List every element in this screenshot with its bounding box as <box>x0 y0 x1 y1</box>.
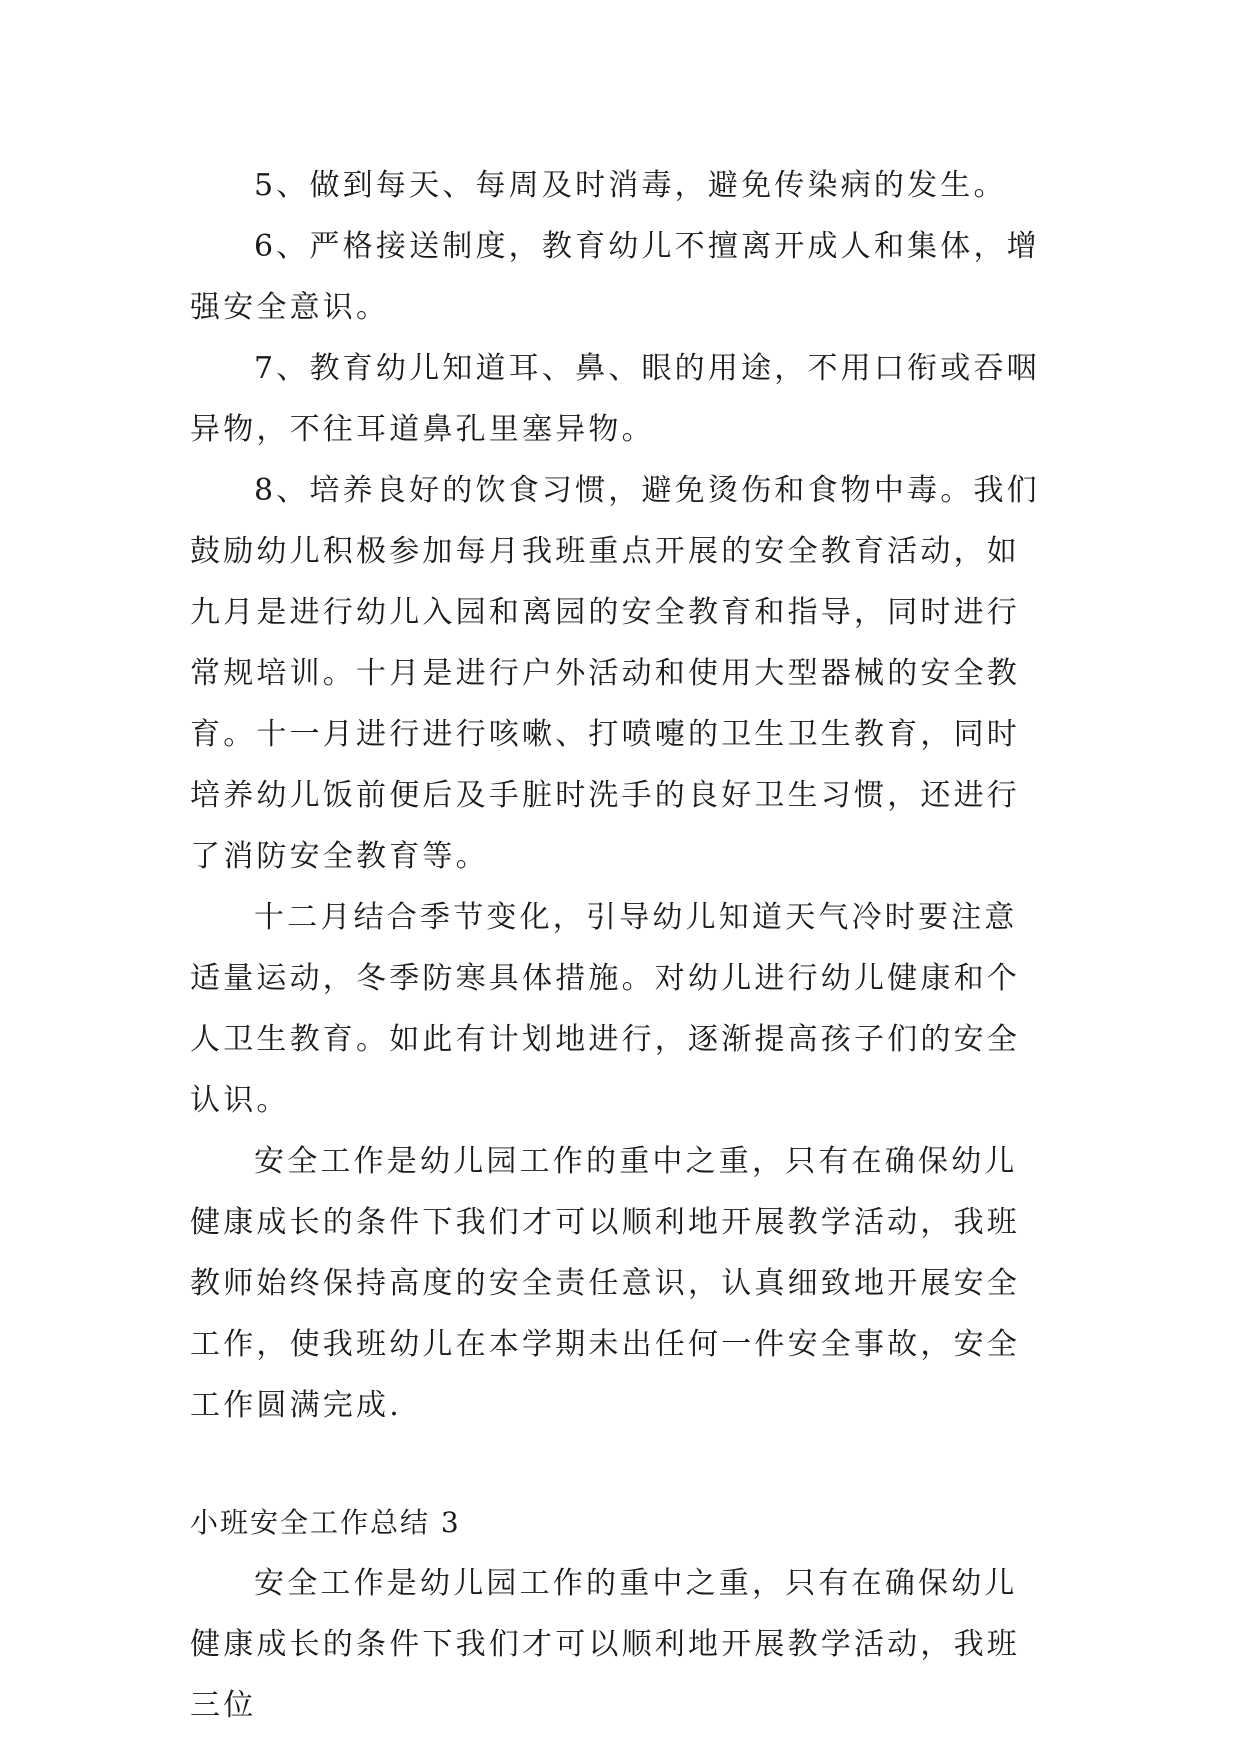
section-title: 小班安全工作总结 3 <box>190 1506 461 1539</box>
paragraph-item-8: 8、培养良好的饮食习惯，避免烫伤和食物中毒。我们鼓励幼儿积极参加每月我班重点开展的安全教育活动，如九月是进行幼儿入园和离园的安全教育和指导，同时进行常规培训。十月是进行户外活动和使用大型器械的安全教育。十一月进行进行咳嗽、打喷嚏的卫生卫生教育，同时培养幼儿饭前便后及手脏时洗手的良好卫生习惯，还进行了消防安全教育等。 <box>190 473 1040 874</box>
paragraph-conclusion: 安全工作是幼儿园工作的重中之重，只有在确保幼儿健康成长的条件下我们才可以顺利地开展教学活动，我班教师始终保持高度的安全责任意识，认真细致地开展安全工作，使我班幼儿在本学期未出任何一件安全事故，安全工作圆满完成. <box>190 1144 1020 1423</box>
paragraph-item-6: 6、严格接送制度，教育幼儿不擅离开成人和集体，增强安全意识。 <box>190 229 1040 325</box>
paragraph-item-5: 5、做到每天、每周及时消毒，避免传染病的发生。 <box>254 168 1007 203</box>
paragraph-december: 十二月结合季节变化，引导幼儿知道天气冷时要注意适量运动，冬季防寒具体措施。对幼儿进行幼儿健康和个人卫生教育。如此有计划地进行，逐渐提高孩子们的安全认识。 <box>190 900 1020 1118</box>
paragraph-item-7: 7、教育幼儿知道耳、鼻、眼的用途，不用口衔或吞咽异物，不往耳道鼻孔里塞异物。 <box>190 351 1040 447</box>
document-page <box>190 155 1050 1736</box>
paragraph-section3-intro: 安全工作是幼儿园工作的重中之重，只有在确保幼儿健康成长的条件下我们才可以顺利地开展教学活动，我班三位 <box>190 1566 1020 1723</box>
